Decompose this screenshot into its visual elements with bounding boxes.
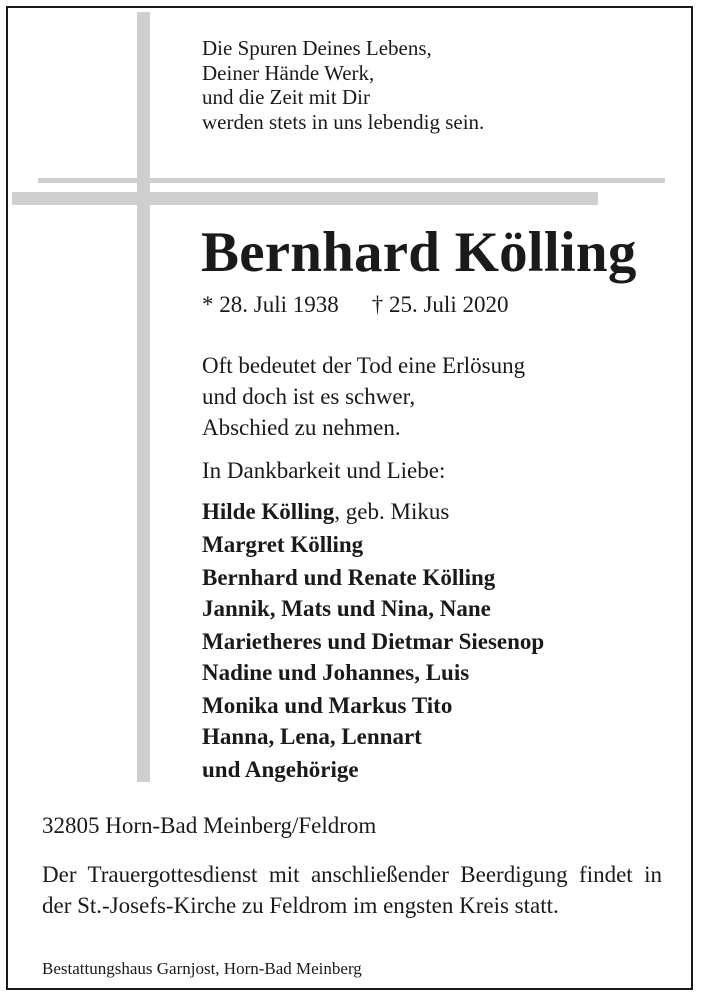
verse-line: und die Zeit mit Dir <box>202 85 370 109</box>
birth-date: * 28. Juli 1938 <box>202 292 339 317</box>
cross-top-line <box>38 178 665 183</box>
memorial-verse <box>202 36 484 134</box>
funeral-home: Bestattungshaus Garnjost, Horn-Bad Meinberg <box>42 959 362 978</box>
mourner-name: und Angehörige <box>202 757 359 782</box>
mourner-name: Bernhard und Renate Kölling <box>202 565 496 590</box>
mourner-line <box>202 690 544 721</box>
mourner-name: Jannik, Mats und Nina, Nane <box>202 596 491 621</box>
life-dates <box>202 291 508 319</box>
farewell-quote <box>202 350 525 443</box>
verse-line: Deiner Hände Werk, <box>202 60 375 85</box>
death-date: † 25. Juli 2020 <box>371 292 509 317</box>
quote-line: Abschied zu nehmen. <box>202 415 401 440</box>
mourner-maiden-name: , geb. Mikus <box>334 499 450 524</box>
mourner-line <box>202 529 544 560</box>
mourner-name: Monika und Markus Tito <box>202 693 453 718</box>
mourners-list <box>202 496 544 785</box>
mourner-name: Hanna, Lena, Lennart <box>202 724 422 749</box>
cross-horizontal-beam <box>12 192 598 205</box>
quote-line: und doch ist es schwer, <box>202 384 416 409</box>
mourner-line <box>202 754 544 785</box>
mourner-name: Margret Kölling <box>202 532 364 557</box>
mourner-name: Nadine und Johannes, Luis <box>202 660 470 685</box>
mourner-hilde <box>202 496 544 527</box>
mourner-line <box>202 657 544 688</box>
mourner-line <box>202 562 544 593</box>
mourner-name: Marietheres und Dietmar Siesenop <box>202 629 545 654</box>
thanks-line: In Dankbarkeit und Liebe: <box>202 458 446 483</box>
quote-line: Oft bedeutet der Tod eine Erlösung <box>202 353 526 378</box>
mourner-line <box>202 593 544 624</box>
cross-vertical-beam <box>137 12 150 782</box>
mourner-name: Hilde Kölling <box>202 499 335 524</box>
deceased-name: Bernhard Kölling <box>201 221 637 284</box>
mourner-line <box>202 626 544 657</box>
service-announcement: Der Trauergottesdienst mit anschließender Beerdigung findet in der St.-Josefs-Kirche zu Feldrom im engsten Kreis statt. <box>42 862 662 918</box>
place-line: 32805 Horn-Bad Meinberg/Feldrom <box>42 813 377 838</box>
verse-line: Die Spuren Deines Lebens, <box>202 36 432 60</box>
verse-line: werden stets in uns lebendig sein. <box>202 109 485 134</box>
mourner-line <box>202 721 544 752</box>
